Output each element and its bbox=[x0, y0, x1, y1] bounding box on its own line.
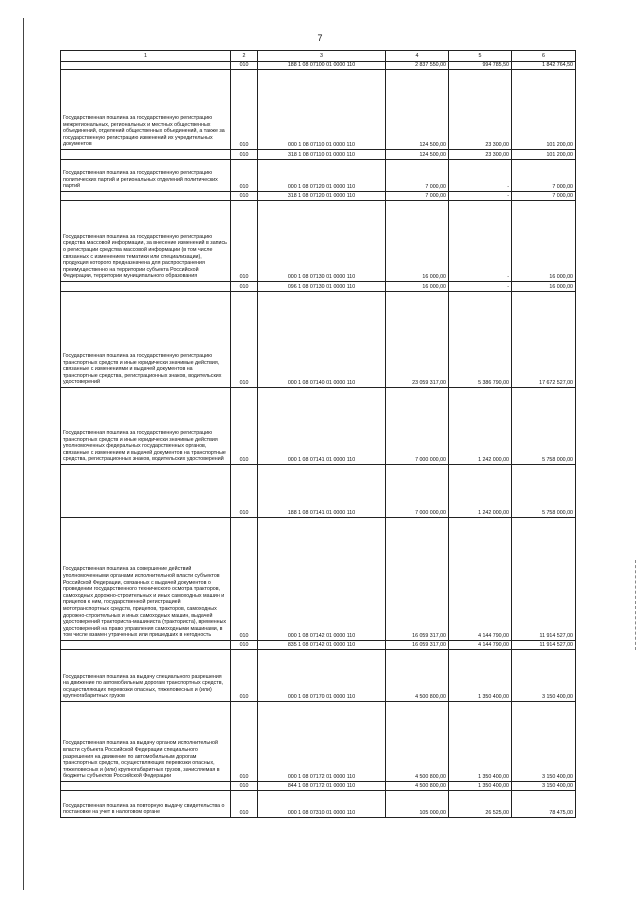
row-description bbox=[61, 465, 231, 518]
row-value-col5: 1 350 400,00 bbox=[449, 782, 512, 791]
row-value-col4: 4 500 800,00 bbox=[386, 702, 449, 782]
row-value-col6: 101 200,00 bbox=[512, 150, 576, 160]
row-value-col5: 4 144 790,00 bbox=[449, 641, 512, 650]
table-row bbox=[61, 641, 576, 650]
row-value-col6: 78 475,00 bbox=[512, 791, 576, 818]
row-budget-code: 188 1 08 07141 01 0000 110 bbox=[258, 465, 386, 518]
table-row bbox=[61, 62, 576, 70]
row-value-col5: 23 300,00 bbox=[449, 70, 512, 150]
table-row bbox=[61, 292, 576, 388]
table-row bbox=[61, 650, 576, 702]
row-value-col5: - bbox=[449, 201, 512, 282]
row-value-col6: 7 000,00 bbox=[512, 192, 576, 201]
page-edge-line bbox=[23, 18, 24, 890]
row-description bbox=[61, 641, 231, 650]
row-line-code: 010 bbox=[231, 70, 258, 150]
table-header-row bbox=[61, 51, 576, 62]
row-value-col4: 16 059 317,00 bbox=[386, 518, 449, 641]
row-value-col6: 5 758 000,00 bbox=[512, 388, 576, 465]
row-budget-code: 000 1 08 07120 01 0000 110 bbox=[258, 160, 386, 192]
column-header: 5 bbox=[449, 51, 512, 62]
column-header: 6 bbox=[512, 51, 576, 62]
row-line-code: 010 bbox=[231, 292, 258, 388]
row-value-col6: 16 000,00 bbox=[512, 201, 576, 282]
row-budget-code: 318 1 08 07110 01 0000 110 bbox=[258, 150, 386, 160]
row-description: Государственная пошлина за государственную регистрацию транспортных средств и иные юридически значимые действия уполномоченных федеральных государственных органов, связанные с изменением и выдачей документов на транспортные средства, регистрационных знаков, водительских удостоверений bbox=[61, 388, 231, 465]
row-budget-code: 844 1 08 07172 01 0000 110 bbox=[258, 782, 386, 791]
row-value-col4: 4 500 800,00 bbox=[386, 782, 449, 791]
row-budget-code: 000 1 08 07310 01 0000 110 bbox=[258, 791, 386, 818]
row-budget-code: 318 1 08 07120 01 0000 110 bbox=[258, 192, 386, 201]
row-line-code: 010 bbox=[231, 150, 258, 160]
page-number: 7 bbox=[317, 33, 323, 43]
row-value-col5: 1 350 400,00 bbox=[449, 702, 512, 782]
row-value-col5: 994 785,50 bbox=[449, 62, 512, 70]
row-value-col4: 124 500,00 bbox=[386, 150, 449, 160]
row-value-col6: 5 758 000,00 bbox=[512, 465, 576, 518]
row-value-col5: 5 386 790,00 bbox=[449, 292, 512, 388]
row-value-col5: 4 144 790,00 bbox=[449, 518, 512, 641]
revenue-table bbox=[60, 50, 576, 818]
table-row bbox=[61, 201, 576, 282]
row-description bbox=[61, 282, 231, 292]
row-value-col6: 3 150 400,00 bbox=[512, 650, 576, 702]
row-value-col5: - bbox=[449, 192, 512, 201]
row-description bbox=[61, 782, 231, 791]
row-value-col6: 17 672 527,00 bbox=[512, 292, 576, 388]
row-value-col4: 7 000,00 bbox=[386, 160, 449, 192]
row-budget-code: 000 1 08 07130 01 0000 110 bbox=[258, 201, 386, 282]
row-value-col5: - bbox=[449, 282, 512, 292]
row-value-col6: 1 842 764,50 bbox=[512, 62, 576, 70]
row-value-col6: 16 000,00 bbox=[512, 282, 576, 292]
table-row bbox=[61, 150, 576, 160]
row-line-code: 010 bbox=[231, 702, 258, 782]
row-value-col5: 26 525,00 bbox=[449, 791, 512, 818]
row-line-code: 010 bbox=[231, 192, 258, 201]
table-row bbox=[61, 465, 576, 518]
row-value-col4: 16 059 317,00 bbox=[386, 641, 449, 650]
row-value-col4: 2 837 550,00 bbox=[386, 62, 449, 70]
row-value-col5: 1 242 000,00 bbox=[449, 388, 512, 465]
row-value-col4: 7 000 000,00 bbox=[386, 465, 449, 518]
column-header: 1 bbox=[61, 51, 231, 62]
row-line-code: 010 bbox=[231, 518, 258, 641]
row-value-col4: 16 000,00 bbox=[386, 201, 449, 282]
row-value-col4: 7 000 000,00 bbox=[386, 388, 449, 465]
row-budget-code: 000 1 08 07140 01 0000 110 bbox=[258, 292, 386, 388]
row-line-code: 010 bbox=[231, 641, 258, 650]
row-line-code: 010 bbox=[231, 282, 258, 292]
row-value-col4: 16 000,00 bbox=[386, 282, 449, 292]
row-value-col6: 7 000,00 bbox=[512, 160, 576, 192]
row-line-code: 010 bbox=[231, 782, 258, 791]
row-value-col4: 7 000,00 bbox=[386, 192, 449, 201]
row-budget-code: 000 1 08 07172 01 0000 110 bbox=[258, 702, 386, 782]
row-value-col6: 101 200,00 bbox=[512, 70, 576, 150]
table-row bbox=[61, 192, 576, 201]
row-value-col5: - bbox=[449, 160, 512, 192]
row-value-col4: 124 500,00 bbox=[386, 70, 449, 150]
row-description: Государственная пошлина за государственную регистрацию политических партий и региональных отделений политических партий bbox=[61, 160, 231, 192]
table-row bbox=[61, 70, 576, 150]
row-budget-code: 188 1 08 07100 01 0000 110 bbox=[258, 62, 386, 70]
row-description: Государственная пошлина за государственную регистрацию средства массовой информации, за внесение изменений в запись о регистрации средства массовой информации (в том числе связанных с изменением тематики или специализации), продукция которого предназначена для распространения преимущественно на территории субъекта Российской Федерации, территории муниципального образования bbox=[61, 201, 231, 282]
table-row bbox=[61, 782, 576, 791]
row-value-col6: 11 914 527,00 bbox=[512, 518, 576, 641]
table-row bbox=[61, 791, 576, 818]
row-value-col5: 1 242 000,00 bbox=[449, 465, 512, 518]
scan-margin-marks bbox=[635, 560, 637, 650]
row-budget-code: 000 1 08 07110 01 0000 110 bbox=[258, 70, 386, 150]
table-row bbox=[61, 702, 576, 782]
row-line-code: 010 bbox=[231, 791, 258, 818]
column-header: 3 bbox=[258, 51, 386, 62]
row-description bbox=[61, 192, 231, 201]
table-row bbox=[61, 160, 576, 192]
table-row bbox=[61, 518, 576, 641]
row-line-code: 010 bbox=[231, 62, 258, 70]
row-line-code: 010 bbox=[231, 388, 258, 465]
row-value-col4: 105 000,00 bbox=[386, 791, 449, 818]
row-value-col6: 3 150 400,00 bbox=[512, 782, 576, 791]
table-row bbox=[61, 282, 576, 292]
row-value-col6: 3 150 400,00 bbox=[512, 702, 576, 782]
row-line-code: 010 bbox=[231, 650, 258, 702]
row-value-col4: 23 059 317,00 bbox=[386, 292, 449, 388]
row-budget-code: 000 1 08 07170 01 0000 110 bbox=[258, 650, 386, 702]
row-description: Государственная пошлина за государственную регистрацию межрегиональных, региональных и местных общественных объединений, отделений общественных объединений, а также за государственную регистрацию изменений их учредительных документов bbox=[61, 70, 231, 150]
row-description bbox=[61, 150, 231, 160]
row-description bbox=[61, 62, 231, 70]
row-line-code: 010 bbox=[231, 201, 258, 282]
row-description: Государственная пошлина за выдачу специального разрешения на движение по автомобильным дорогам транспортных средств, осуществляющих перевозки опасных, тяжеловесных и (или) крупногабаритных грузов bbox=[61, 650, 231, 702]
row-description: Государственная пошлина за государственную регистрацию транспортных средств и иные юридически значимые действия, связанные с изменениями и выдачей документов на транспортные средства, регистрационных знаков, водительских удостоверений bbox=[61, 292, 231, 388]
row-line-code: 010 bbox=[231, 160, 258, 192]
row-value-col5: 23 300,00 bbox=[449, 150, 512, 160]
row-budget-code: 096 1 08 07130 01 0000 110 bbox=[258, 282, 386, 292]
row-budget-code: 835 1 08 07142 01 0000 110 bbox=[258, 641, 386, 650]
row-line-code: 010 bbox=[231, 465, 258, 518]
row-budget-code: 000 1 08 07142 01 0000 110 bbox=[258, 518, 386, 641]
table-row bbox=[61, 388, 576, 465]
row-value-col6: 11 914 527,00 bbox=[512, 641, 576, 650]
column-header: 2 bbox=[231, 51, 258, 62]
row-value-col5: 1 350 400,00 bbox=[449, 650, 512, 702]
row-description: Государственная пошлина за повторную выдачу свидетельства о постановке на учет в налоговом органе bbox=[61, 791, 231, 818]
row-value-col4: 4 500 800,00 bbox=[386, 650, 449, 702]
row-description: Государственная пошлина за выдачу органом исполнительной власти субъекта Российской Федерации специального разрешения на движение по автомобильным дорогам транспортных средств, осуществляющих перевозки опасных, тяжеловесных и (или) крупногабаритных грузов, зачисляемая в бюджеты субъектов Российской Федерации bbox=[61, 702, 231, 782]
column-header: 4 bbox=[386, 51, 449, 62]
row-budget-code: 000 1 08 07141 01 0000 110 bbox=[258, 388, 386, 465]
row-description: Государственная пошлина за совершение действий уполномоченными органами исполнительной власти субъектов Российской Федерации, связанных с выдачей документов о проведении государственного технического осмотра тракторов, самоходных дорожно-строительных и иных самоходных машин и прицепов к ним, государственной регистрацией мототранспортных средств, прицепов, тракторов, самоходных дорожно-строительных и иных самоходных машин, выдачей удостоверений тракториста-машиниста (тракториста), временных удостоверений на право управления самоходными машинами, в том числе взамен утраченных или пришедших в негодность bbox=[61, 518, 231, 641]
